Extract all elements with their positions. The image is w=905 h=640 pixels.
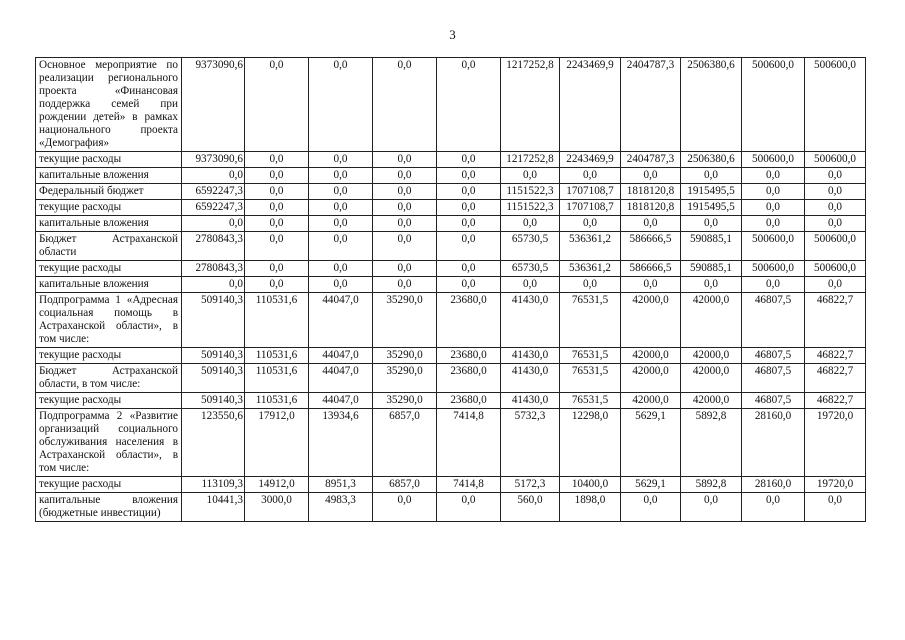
value-cell: 0,0 xyxy=(621,216,681,232)
value-cell: 0,0 xyxy=(373,168,437,184)
value-cell: 0,0 xyxy=(437,261,501,277)
row-label: капитальные вложения xyxy=(36,216,182,232)
value-cell: 0,0 xyxy=(373,232,437,261)
value-cell: 42000,0 xyxy=(621,364,681,393)
table-row xyxy=(36,261,866,277)
value-cell: 0,0 xyxy=(805,493,866,522)
value-cell: 23680,0 xyxy=(437,293,501,348)
value-cell: 0,0 xyxy=(501,277,560,293)
value-cell: 41430,0 xyxy=(501,393,560,409)
value-cell: 0,0 xyxy=(437,168,501,184)
value-cell: 1151522,3 xyxy=(501,184,560,200)
value-cell: 46822,7 xyxy=(805,364,866,393)
value-cell: 35290,0 xyxy=(373,348,437,364)
value-cell: 5892,8 xyxy=(681,477,742,493)
row-label: Подпрограмма 1 «Адресная социальная помощь в Астраханской области», в том числе: xyxy=(36,293,182,348)
value-cell: 0,0 xyxy=(245,152,309,168)
value-cell: 0,0 xyxy=(560,168,621,184)
value-cell: 0,0 xyxy=(245,168,309,184)
value-cell: 0,0 xyxy=(742,184,805,200)
value-cell: 6857,0 xyxy=(373,477,437,493)
value-cell: 0,0 xyxy=(182,277,245,293)
value-cell: 28160,0 xyxy=(742,409,805,477)
value-cell: 500600,0 xyxy=(742,232,805,261)
value-cell: 9373090,6 xyxy=(182,152,245,168)
value-cell: 1707108,7 xyxy=(560,184,621,200)
value-cell: 0,0 xyxy=(373,216,437,232)
value-cell: 2404787,3 xyxy=(621,58,681,152)
value-cell: 0,0 xyxy=(437,58,501,152)
value-cell: 1818120,8 xyxy=(621,184,681,200)
value-cell: 2243469,9 xyxy=(560,152,621,168)
table-row xyxy=(36,168,866,184)
value-cell: 0,0 xyxy=(560,277,621,293)
value-cell: 2780843,3 xyxy=(182,261,245,277)
value-cell: 1217252,8 xyxy=(501,152,560,168)
value-cell: 46822,7 xyxy=(805,293,866,348)
value-cell: 6592247,3 xyxy=(182,184,245,200)
value-cell: 6857,0 xyxy=(373,409,437,477)
value-cell: 536361,2 xyxy=(560,261,621,277)
value-cell: 0,0 xyxy=(805,168,866,184)
table-row xyxy=(36,348,866,364)
value-cell: 590885,1 xyxy=(681,261,742,277)
value-cell: 560,0 xyxy=(501,493,560,522)
value-cell: 0,0 xyxy=(309,277,373,293)
value-cell: 7414,8 xyxy=(437,409,501,477)
value-cell: 41430,0 xyxy=(501,293,560,348)
value-cell: 0,0 xyxy=(309,216,373,232)
value-cell: 5892,8 xyxy=(681,409,742,477)
value-cell: 1915495,5 xyxy=(681,184,742,200)
value-cell: 9373090,6 xyxy=(182,58,245,152)
value-cell: 500600,0 xyxy=(742,152,805,168)
value-cell: 76531,5 xyxy=(560,393,621,409)
value-cell: 76531,5 xyxy=(560,348,621,364)
row-label: текущие расходы xyxy=(36,261,182,277)
row-label: Бюджет Астраханской области, в том числе: xyxy=(36,364,182,393)
table-row xyxy=(36,493,866,522)
value-cell: 500600,0 xyxy=(742,58,805,152)
row-label: Федеральный бюджет xyxy=(36,184,182,200)
value-cell: 536361,2 xyxy=(560,232,621,261)
value-cell: 0,0 xyxy=(621,277,681,293)
value-cell: 0,0 xyxy=(437,277,501,293)
value-cell: 4983,3 xyxy=(309,493,373,522)
value-cell: 0,0 xyxy=(805,200,866,216)
value-cell: 0,0 xyxy=(373,152,437,168)
row-label: текущие расходы xyxy=(36,200,182,216)
value-cell: 0,0 xyxy=(681,216,742,232)
table-row xyxy=(36,216,866,232)
value-cell: 500600,0 xyxy=(805,261,866,277)
value-cell: 2506380,6 xyxy=(681,58,742,152)
row-label: текущие расходы xyxy=(36,393,182,409)
value-cell: 5172,3 xyxy=(501,477,560,493)
value-cell: 0,0 xyxy=(245,200,309,216)
row-label: капитальные вложения xyxy=(36,168,182,184)
value-cell: 0,0 xyxy=(373,277,437,293)
value-cell: 42000,0 xyxy=(681,393,742,409)
value-cell: 1151522,3 xyxy=(501,200,560,216)
value-cell: 65730,5 xyxy=(501,232,560,261)
value-cell: 14912,0 xyxy=(245,477,309,493)
row-label: текущие расходы xyxy=(36,152,182,168)
row-label: текущие расходы xyxy=(36,477,182,493)
value-cell: 28160,0 xyxy=(742,477,805,493)
value-cell: 10441,3 xyxy=(182,493,245,522)
value-cell: 44047,0 xyxy=(309,293,373,348)
value-cell: 0,0 xyxy=(309,261,373,277)
row-label: капитальные вложения xyxy=(36,277,182,293)
value-cell: 46807,5 xyxy=(742,293,805,348)
value-cell: 0,0 xyxy=(309,152,373,168)
value-cell: 0,0 xyxy=(245,184,309,200)
table-row xyxy=(36,393,866,409)
value-cell: 0,0 xyxy=(501,216,560,232)
value-cell: 13934,6 xyxy=(309,409,373,477)
value-cell: 0,0 xyxy=(501,168,560,184)
row-label: Основное мероприятие по реализации регионального проекта «Финансовая поддержка семей при рождении детей» в рамках национального проекта «Демография» xyxy=(36,58,182,152)
value-cell: 2243469,9 xyxy=(560,58,621,152)
table-row xyxy=(36,364,866,393)
value-cell: 0,0 xyxy=(437,200,501,216)
value-cell: 0,0 xyxy=(805,277,866,293)
value-cell: 2506380,6 xyxy=(681,152,742,168)
value-cell: 123550,6 xyxy=(182,409,245,477)
table-row xyxy=(36,184,866,200)
value-cell: 17912,0 xyxy=(245,409,309,477)
value-cell: 1707108,7 xyxy=(560,200,621,216)
value-cell: 0,0 xyxy=(742,168,805,184)
value-cell: 42000,0 xyxy=(681,364,742,393)
value-cell: 113109,3 xyxy=(182,477,245,493)
value-cell: 19720,0 xyxy=(805,477,866,493)
value-cell: 586666,5 xyxy=(621,261,681,277)
value-cell: 0,0 xyxy=(742,216,805,232)
value-cell: 586666,5 xyxy=(621,232,681,261)
value-cell: 46807,5 xyxy=(742,348,805,364)
value-cell: 0,0 xyxy=(373,261,437,277)
value-cell: 0,0 xyxy=(437,216,501,232)
value-cell: 35290,0 xyxy=(373,393,437,409)
row-label: Бюджет Астраханской области xyxy=(36,232,182,261)
value-cell: 0,0 xyxy=(182,216,245,232)
value-cell: 590885,1 xyxy=(681,232,742,261)
value-cell: 0,0 xyxy=(309,168,373,184)
value-cell: 5629,1 xyxy=(621,477,681,493)
value-cell: 46807,5 xyxy=(742,364,805,393)
value-cell: 0,0 xyxy=(245,261,309,277)
value-cell: 509140,3 xyxy=(182,364,245,393)
value-cell: 0,0 xyxy=(182,168,245,184)
value-cell: 0,0 xyxy=(245,216,309,232)
table-row xyxy=(36,200,866,216)
value-cell: 1898,0 xyxy=(560,493,621,522)
row-label: капитальные вложения (бюджетные инвестиции) xyxy=(36,493,182,522)
value-cell: 0,0 xyxy=(437,232,501,261)
value-cell: 0,0 xyxy=(742,493,805,522)
value-cell: 0,0 xyxy=(560,216,621,232)
value-cell: 110531,6 xyxy=(245,393,309,409)
value-cell: 46807,5 xyxy=(742,393,805,409)
row-label: текущие расходы xyxy=(36,348,182,364)
value-cell: 0,0 xyxy=(681,493,742,522)
value-cell: 6592247,3 xyxy=(182,200,245,216)
value-cell: 76531,5 xyxy=(560,364,621,393)
value-cell: 0,0 xyxy=(742,277,805,293)
value-cell: 0,0 xyxy=(742,200,805,216)
budget-table xyxy=(35,57,866,522)
value-cell: 0,0 xyxy=(309,184,373,200)
table-row xyxy=(36,232,866,261)
value-cell: 44047,0 xyxy=(309,393,373,409)
value-cell: 7414,8 xyxy=(437,477,501,493)
value-cell: 5629,1 xyxy=(621,409,681,477)
value-cell: 0,0 xyxy=(805,216,866,232)
value-cell: 65730,5 xyxy=(501,261,560,277)
value-cell: 23680,0 xyxy=(437,348,501,364)
value-cell: 0,0 xyxy=(681,277,742,293)
value-cell: 500600,0 xyxy=(742,261,805,277)
value-cell: 23680,0 xyxy=(437,364,501,393)
value-cell: 1818120,8 xyxy=(621,200,681,216)
value-cell: 76531,5 xyxy=(560,293,621,348)
value-cell: 0,0 xyxy=(373,493,437,522)
value-cell: 0,0 xyxy=(621,168,681,184)
value-cell: 509140,3 xyxy=(182,348,245,364)
table-row xyxy=(36,293,866,348)
value-cell: 0,0 xyxy=(805,184,866,200)
value-cell: 2404787,3 xyxy=(621,152,681,168)
value-cell: 0,0 xyxy=(245,277,309,293)
value-cell: 110531,6 xyxy=(245,293,309,348)
value-cell: 3000,0 xyxy=(245,493,309,522)
value-cell: 0,0 xyxy=(681,168,742,184)
value-cell: 509140,3 xyxy=(182,393,245,409)
value-cell: 42000,0 xyxy=(621,293,681,348)
value-cell: 46822,7 xyxy=(805,348,866,364)
value-cell: 0,0 xyxy=(309,58,373,152)
value-cell: 0,0 xyxy=(245,232,309,261)
value-cell: 42000,0 xyxy=(621,393,681,409)
value-cell: 0,0 xyxy=(309,200,373,216)
value-cell: 10400,0 xyxy=(560,477,621,493)
value-cell: 35290,0 xyxy=(373,293,437,348)
value-cell: 0,0 xyxy=(309,232,373,261)
value-cell: 500600,0 xyxy=(805,58,866,152)
value-cell: 500600,0 xyxy=(805,232,866,261)
value-cell: 0,0 xyxy=(373,200,437,216)
value-cell: 46822,7 xyxy=(805,393,866,409)
value-cell: 42000,0 xyxy=(621,348,681,364)
value-cell: 110531,6 xyxy=(245,364,309,393)
row-label: Подпрограмма 2 «Развитие организаций социального обслуживания населения в Астраханской области», в том числе: xyxy=(36,409,182,477)
value-cell: 5732,3 xyxy=(501,409,560,477)
value-cell: 44047,0 xyxy=(309,348,373,364)
value-cell: 19720,0 xyxy=(805,409,866,477)
value-cell: 0,0 xyxy=(373,184,437,200)
value-cell: 23680,0 xyxy=(437,393,501,409)
table-row xyxy=(36,477,866,493)
value-cell: 0,0 xyxy=(437,184,501,200)
value-cell: 1217252,8 xyxy=(501,58,560,152)
value-cell: 500600,0 xyxy=(805,152,866,168)
value-cell: 0,0 xyxy=(373,58,437,152)
value-cell: 35290,0 xyxy=(373,364,437,393)
value-cell: 41430,0 xyxy=(501,348,560,364)
table-row xyxy=(36,277,866,293)
table-row xyxy=(36,152,866,168)
value-cell: 41430,0 xyxy=(501,364,560,393)
value-cell: 110531,6 xyxy=(245,348,309,364)
table-row xyxy=(36,409,866,477)
value-cell: 0,0 xyxy=(437,493,501,522)
value-cell: 2780843,3 xyxy=(182,232,245,261)
value-cell: 0,0 xyxy=(621,493,681,522)
value-cell: 42000,0 xyxy=(681,293,742,348)
value-cell: 12298,0 xyxy=(560,409,621,477)
value-cell: 1915495,5 xyxy=(681,200,742,216)
value-cell: 0,0 xyxy=(245,58,309,152)
table-row xyxy=(36,58,866,152)
value-cell: 0,0 xyxy=(437,152,501,168)
page-number: 3 xyxy=(449,27,456,42)
value-cell: 42000,0 xyxy=(681,348,742,364)
value-cell: 8951,3 xyxy=(309,477,373,493)
value-cell: 44047,0 xyxy=(309,364,373,393)
value-cell: 509140,3 xyxy=(182,293,245,348)
